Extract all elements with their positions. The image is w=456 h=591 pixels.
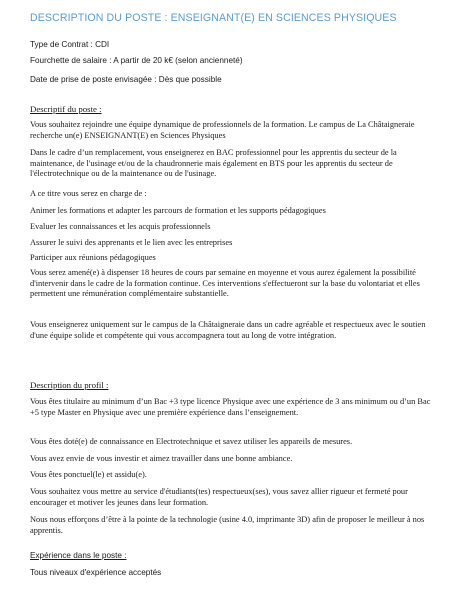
experience-heading: Expérience dans le poste : xyxy=(30,551,127,560)
contract-type: Type de Contrat : CDI xyxy=(30,40,110,49)
job-description-tasks-intro: A ce titre vous serez en charge de : xyxy=(30,189,147,198)
job-description-context: Dans le cadre d’un remplacement, vous enseignerez en BAC professionnel pour les apprentis du secteur de la maintenance, de l'usinage et/ou de la chaudronnerie mais également en BTS pour les apprentis du secteur de l'électrotechnique ou de la maintenance ou de l'usinage. xyxy=(30,148,397,178)
profile-motivation: Vous avez envie de vous investir et aimez travailler dans une bonne ambiance. xyxy=(30,454,293,463)
task-item: Evaluer les connaissances et les acquis professionnels xyxy=(30,222,211,231)
task-item: Participer aux réunions pédagogiques xyxy=(30,253,156,262)
job-description-campus: Vous enseignerez uniquement sur le campus de la Châtaigneraie dans un cadre agréable et respectueux avec le soutien d'une équipe solide et compétente qui vous accompagnera tout au long de votre intégration. xyxy=(30,320,426,340)
salary-range: Fourchette de salaire : A partir de 20 k€ (selon ancienneté) xyxy=(30,56,243,65)
profile-technology: Nous nous efforçons d’être à la pointe de la technologie (usine 4.0, imprimante 3D) afin de proposer le meilleur à nos apprentis. xyxy=(30,515,425,535)
experience-value: Tous niveaux d'expérience acceptés xyxy=(30,568,162,577)
task-item: Animer les formations et adapter les parcours de formation et les supports pédagogiques xyxy=(30,206,326,215)
profile-heading: Description du profil : xyxy=(30,380,109,390)
job-description-hours: Vous serez amené(e) à dispenser 18 heures de cours par semaine en moyenne et vous aurez également la possibilité d'intervenir dans le cadre de la formation continue. Ces interventions s'effectueront sur la base du volontariat et elles permettent une rémunération complémentaire substantielle. xyxy=(30,268,420,298)
start-date: Date de prise de poste envisagée : Dès que possible xyxy=(30,75,222,84)
job-description-heading: Descriptif du poste : xyxy=(30,104,102,114)
profile-skills: Vous êtes doté(e) de connaissance en Electrotechnique et savez utiliser les appareils de mesures. xyxy=(30,437,353,446)
page-title: DESCRIPTION DU POSTE : ENSEIGNANT(E) EN SCIENCES PHYSIQUES xyxy=(30,12,397,24)
profile-degree: Vous êtes titulaire au minimum d’un Bac +3 type licence Physique avec une expérience de 3 ans minimum ou d’un Bac +5 type Master en Physique avec une première expérience dans l’enseignement. xyxy=(30,397,431,417)
job-description-intro: Vous souhaitez rejoindre une équipe dynamique de professionnels de la formation. Le campus de La Châtaigneraie recherche un(e) ENSEIGNANT(E) en Sciences Physiques xyxy=(30,120,415,140)
task-item: Assurer le suivi des apprenants et le lien avec les entreprises xyxy=(30,238,233,247)
profile-punctuality: Vous êtes ponctuel(le) et assidu(e). xyxy=(30,470,147,479)
profile-values: Vous souhaitez vous mettre au service d'étudiants(tes) respectueux(ses), vous savez allier rigueur et fermeté pour encourager et motiver les jeunes dans leur formation. xyxy=(30,487,408,507)
